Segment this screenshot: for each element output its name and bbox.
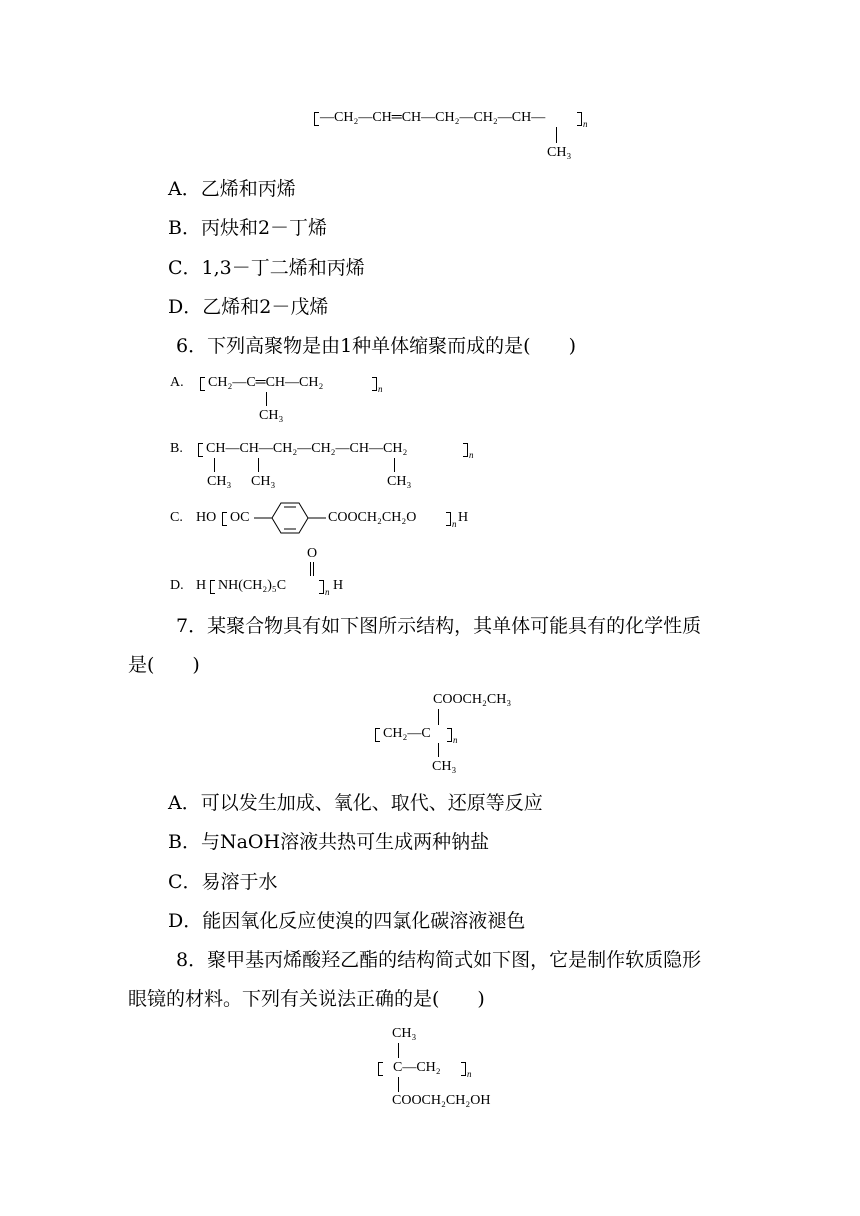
q6b-chain: CH—CH—CH₂—CH₂—CH—CH₂ [206, 441, 408, 456]
double-bond [310, 562, 311, 576]
q7-chain: CH₂—C [383, 726, 431, 741]
option-letter: B． [168, 217, 201, 239]
option-letter: A. [170, 375, 184, 390]
open-bracket [378, 1062, 383, 1076]
q6d-mid: NH(CH₂)₅C [218, 578, 287, 593]
option-text: 能因氧化反应使溴的四氯化碳溶液褪色 [202, 910, 526, 932]
q8-chain: C—CH₂ [393, 1060, 441, 1075]
open-bracket [210, 580, 215, 594]
option-letter: A． [168, 792, 201, 814]
carbonyl-oxygen: O [307, 546, 318, 561]
q8-ester-group: COOCH₂CH₂OH [392, 1093, 491, 1108]
double-bond [313, 562, 314, 576]
q8-methyl: CH₃ [392, 1026, 417, 1041]
q7-option-d[interactable] [168, 909, 525, 933]
option-text: 丙炔和2－丁烯 [200, 217, 328, 239]
degree-n: n [467, 1069, 472, 1079]
q7-option-c[interactable] [168, 870, 278, 894]
q6c-mid: OC [230, 510, 250, 525]
option-letter: C. [170, 510, 183, 525]
degree-n: n [325, 587, 330, 597]
q6d-left: H [196, 578, 207, 593]
close-bracket [447, 728, 452, 742]
q8-stem-line2: 眼镜的材料。下列有关说法正确的是( ) [128, 988, 485, 1010]
degree-n: n [583, 119, 588, 129]
q6-stem: 6．下列高聚物是由1种单体缩聚而成的是( ) [176, 335, 577, 357]
q6c-right: COOCH₂CH₂O [328, 510, 417, 525]
degree-n: n [469, 450, 474, 460]
q6b-methyl-1: CH₃ [207, 474, 232, 489]
q7-option-a[interactable] [168, 791, 543, 815]
q6a-methyl: CH₃ [259, 408, 284, 423]
bond [398, 1077, 399, 1092]
q6a-chain: CH₂—C═CH—CH₂ [208, 375, 324, 390]
degree-n: n [452, 519, 457, 529]
option-text: 1,3－丁二烯和丙烯 [201, 257, 365, 279]
q6c-end: H [458, 510, 469, 525]
q6b-methyl-3: CH₃ [387, 474, 412, 489]
option-letter: D． [168, 296, 203, 318]
q5-chain: —CH₂—CH═CH—CH₂—CH₂—CH— [320, 110, 546, 125]
q7-stem-line2: 是( ) [128, 654, 200, 676]
option-letter: C． [168, 871, 202, 893]
close-bracket [319, 580, 324, 594]
option-letter: D. [170, 578, 184, 593]
close-bracket [461, 1062, 466, 1076]
q6c-left: HO [196, 510, 217, 525]
bond [438, 743, 439, 757]
option-letter: D． [168, 910, 203, 932]
q7-methyl: CH₃ [432, 759, 457, 774]
q6d-end: H [333, 578, 344, 593]
bond [398, 1043, 399, 1058]
open-bracket [375, 728, 380, 742]
q7-ester-group: COOCH₂CH₃ [433, 692, 512, 707]
q7-stem-line1: 7．某聚合物具有如下图所示结构，其单体可能具有的化学性质 [176, 615, 702, 637]
option-letter: C． [168, 257, 202, 279]
option-text: 易溶于水 [201, 871, 278, 893]
q8-stem-line1: 8．聚甲基丙烯酸羟乙酯的结构简式如下图，它是制作软质隐形 [176, 949, 702, 971]
option-letter: A． [168, 178, 201, 200]
degree-n: n [378, 384, 383, 394]
option-text: 与NaOH溶液共热可生成两种钠盐 [200, 831, 490, 853]
option-letter: B. [170, 441, 183, 456]
option-text: 乙烯和丙烯 [200, 178, 296, 200]
q7-option-b[interactable] [168, 830, 489, 854]
option-text: 乙烯和2－戊烯 [202, 296, 329, 318]
option-text: 可以发生加成、氧化、取代、还原等反应 [200, 792, 543, 814]
bond [438, 709, 439, 725]
close-bracket [446, 512, 451, 526]
degree-n: n [453, 735, 458, 745]
q6b-methyl-2: CH₃ [251, 474, 276, 489]
q5-methyl: CH₃ [547, 145, 572, 160]
option-letter: B． [168, 831, 201, 853]
